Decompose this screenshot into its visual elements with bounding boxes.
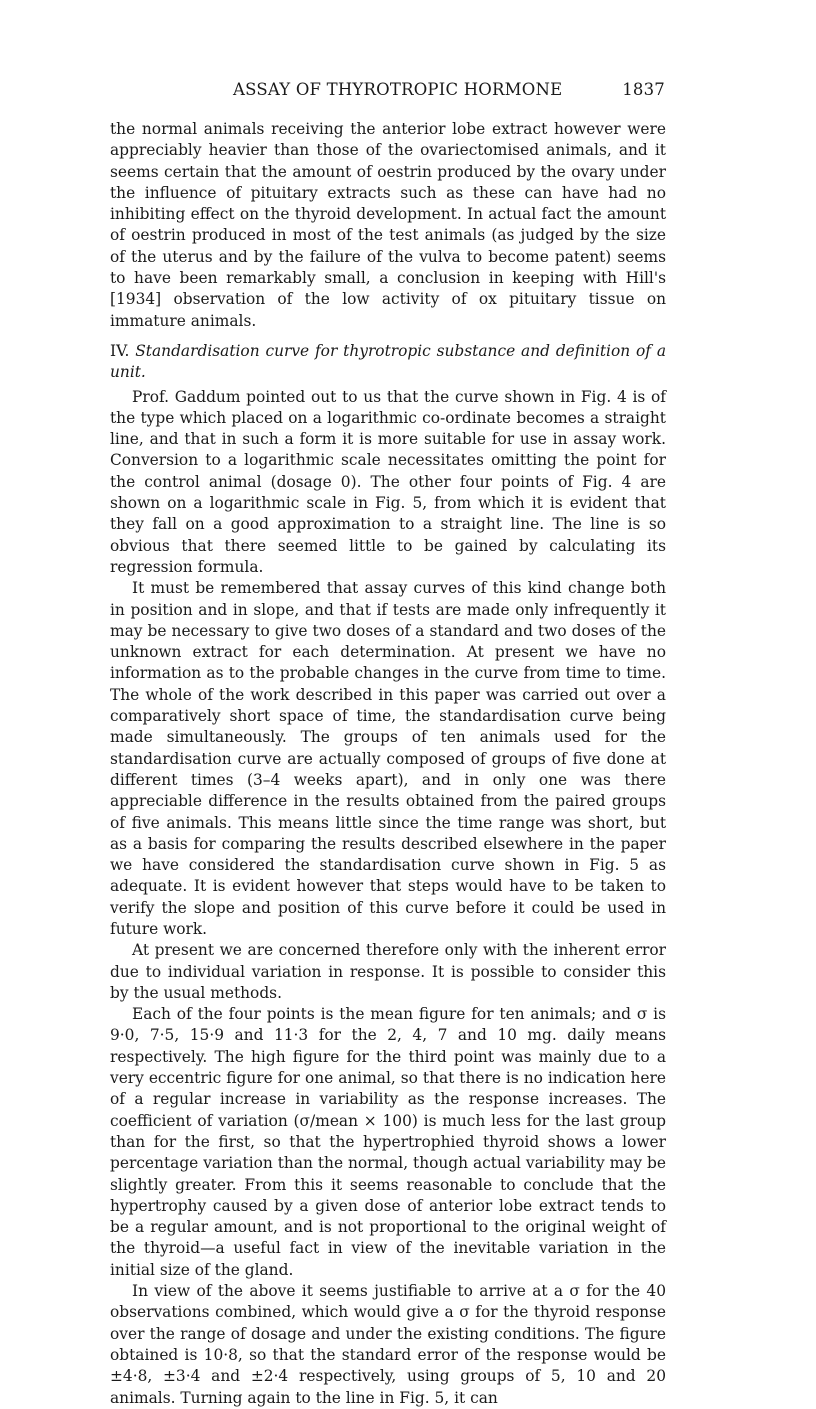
paragraph-continued: the normal animals receiving the anterior lobe extract however were appreciably heavier than those of the ovariectomised animals, and it seems certain that the amount of oestrin produced by the ovary under the influence of pituitary extracts such as these can have had no inhibiting effect on the thyroid development. In actual fact the amount of oestrin produced in most of the test animals (as judged by the size of the uterus and by the failure of the vulva to become patent) seems to have been remarkably small, a conclusion in keeping with Hill's [1934] observation of the low activity of ox pituitary tissue on immature animals. xyxy=(110,120,666,330)
section-title: Standardisation curve for thyrotropic substance and definition of a unit. xyxy=(110,341,666,382)
running-title: ASSAY OF THYROTROPIC HORMONE xyxy=(233,80,563,99)
paragraph: Each of the four points is the mean figure for ten animals; and σ is 9·0, 7·5, 15·9 and 11·3 for the 2, 4, 7 and 10 mg. daily means respectively. The high figure for the third point was mainly due to a very eccentric figure for one animal, so that there is no indication here of a regular increase in variability as the response increases. The coefficient of variation (σ/mean × 100) is much less for the last group than for the first, so that the hypertrophied thyroid shows a lower percentage variation than the normal, though actual variability may be slightly greater. From this it seems reasonable to conclude that the hypertrophy caused by a given dose of anterior lobe extract tends to be a regular amount, and is not proportional to the original weight of the thyroid—a useful fact in view of the inevitable variation in the initial size of the gland. xyxy=(110,1005,666,1279)
paragraph: Prof. Gaddum pointed out to us that the curve shown in Fig. 4 is of the type which placed on a logarithmic co-ordinate becomes a straight line, and that in such a form it is more suitable for use in assay work. Conversion to a logarithmic scale necessitates omitting the point for the control animal (dosage 0). The other four points of Fig. 4 are shown on a logarithmic scale in Fig. 5, from which it is evident that they fall on a good approximation to a straight line. The line is so obvious that there seemed little to be gained by calculating its regression formula. xyxy=(110,387,666,576)
paragraph: In view of the above it seems justifiable to arrive at a σ for the 40 observations combined, which would give a σ for the thyroid response over the range of dosage and under the existing conditions. The figure obtained is 10·8, so that the standard error of the response would be ±4·8, ±3·4 and ±2·4 respectively, using groups of 5, 10 and 20 animals. Turning again to the line in Fig. 5, it can xyxy=(110,1282,666,1407)
paragraph: It must be remembered that assay curves of this kind change both in position and in slope, and that if tests are made only infrequently it may be necessary to give two doses of a standard and two doses of the unknown extract for each determination. At present we have no information as to the probable changes in the curve from time to time. The whole of the work described in this paper was carried out over a comparatively short space of time, the standardisation curve being made simultaneously. The groups of ten animals used for the standardisation curve are actually composed of groups of five done at different times (3–4 weeks apart), and in only one was there appreciable difference in the results obtained from the paired groups of five animals. This means little since the time range was short, but as a basis for comparing the results described elsewhere in the paper we have considered the standardisation curve shown in Fig. 5 as adequate. It is evident however that steps would have to be taken to verify the slope and position of this curve before it could be used in future work. xyxy=(110,579,666,938)
section-number: IV. xyxy=(110,341,130,360)
section-heading xyxy=(110,341,666,384)
page-number: 1837 xyxy=(622,80,665,99)
paragraph: At present we are concerned therefore only with the inherent error due to individual variation in response. It is possible to consider this by the usual methods. xyxy=(110,941,666,1002)
article-body xyxy=(110,119,666,1409)
running-header xyxy=(110,80,665,108)
